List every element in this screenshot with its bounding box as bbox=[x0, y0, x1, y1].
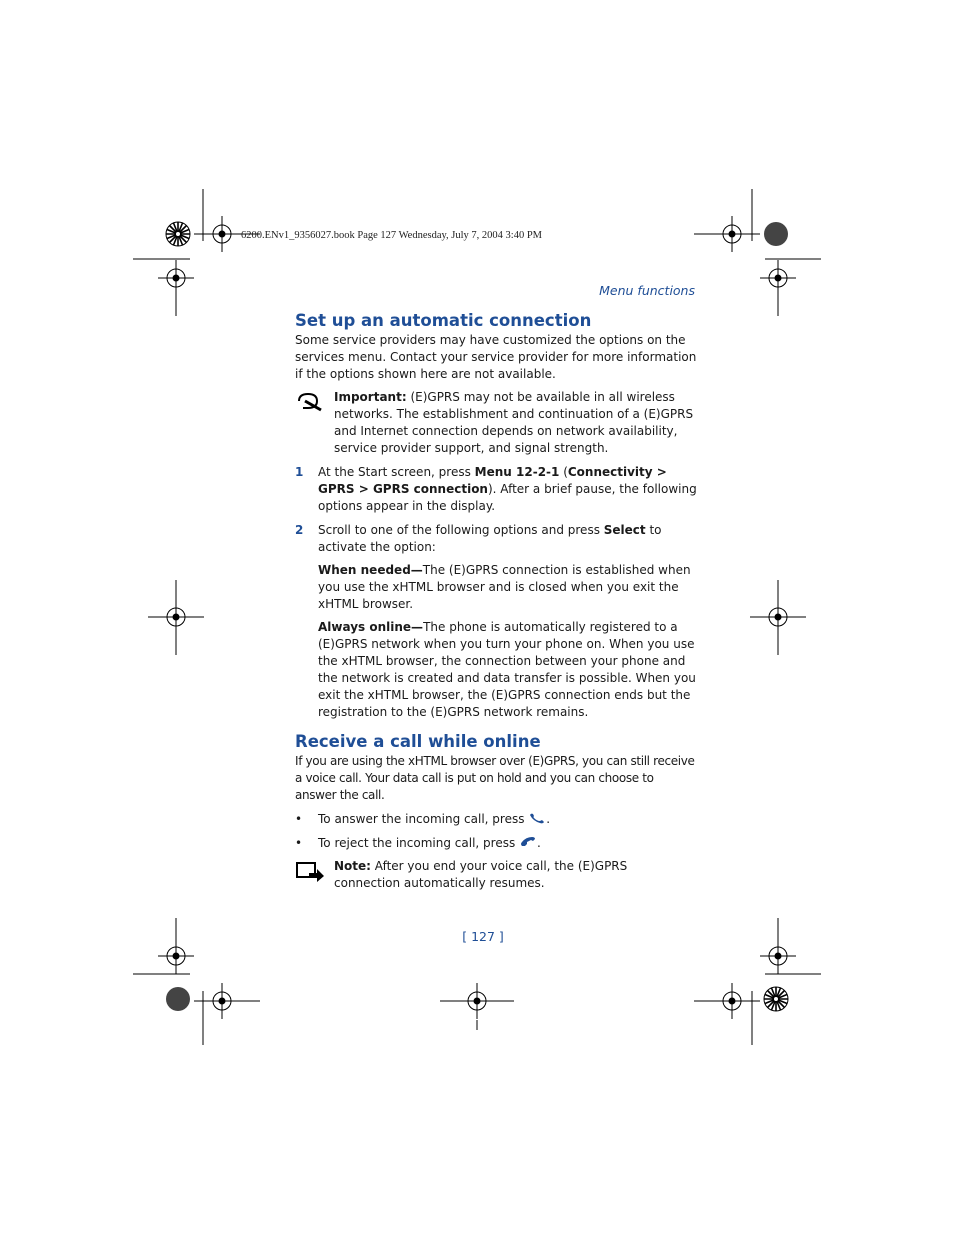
important-icon bbox=[295, 391, 325, 413]
bullet-reject: • To reject the incoming call, press . bbox=[295, 836, 541, 850]
step-number: 2 bbox=[295, 523, 304, 537]
note-text: After you end your voice call, the (E)GPRS connection automatically resumes. bbox=[334, 859, 628, 890]
bullet-answer: • To answer the incoming call, press . bbox=[295, 812, 551, 826]
important-label: Important: bbox=[334, 390, 407, 404]
important-text: (E)GPRS may not be available in all wireless networks. The establishment and continuation of a (E)GPRS and Internet connection depends on network availability, service provider support, and signal strength. bbox=[334, 390, 694, 455]
step-2: 2 Scroll to one of the following options and press Select to activate the option: bbox=[295, 523, 662, 554]
section-intro: If you are using the xHTML browser over (E)GPRS, you can still receive a voice call. Your data call is put on hold and you can choose to answer the call. bbox=[295, 754, 695, 802]
note-label: Note: bbox=[334, 859, 371, 873]
section-intro: Some service providers may have customized the options on the services menu. Contact your service provider for more information if the options shown here are not available. bbox=[295, 333, 697, 381]
note-callout bbox=[295, 858, 697, 892]
note-icon bbox=[295, 860, 325, 882]
step-1: 1 At the Start screen, press Menu 12-2-1 (Connectivity > GPRS > GPRS connection). After a brief pause, the following options appear in the display. bbox=[295, 465, 697, 513]
option-when-needed: When needed—The (E)GPRS connection is established when you use the xHTML browser and is closed when you exit the xHTML browser. bbox=[318, 563, 691, 611]
call-key-icon bbox=[528, 812, 546, 824]
running-header: Menu functions bbox=[599, 283, 695, 298]
step-number: 1 bbox=[295, 465, 304, 479]
print-header: 6200.ENv1_9356027.book Page 127 Wednesday, July 7, 2004 3:40 PM bbox=[241, 230, 543, 241]
important-callout bbox=[295, 389, 697, 457]
page-number: [ 127 ] bbox=[462, 929, 504, 944]
end-key-icon bbox=[519, 836, 537, 848]
section-title-receive-call: Receive a call while online bbox=[295, 732, 541, 751]
option-always-online: Always online—The phone is automatically registered to a (E)GPRS network when you turn your phone on. When you use the xHTML browser, the connection between your phone and the network is created and data transfer is possible. When you exit the xHTML browser, the (E)GPRS connection ends but the registration to the (E)GPRS network remains. bbox=[318, 620, 696, 719]
section-title-automatic-connection: Set up an automatic connection bbox=[295, 311, 592, 330]
page-content bbox=[295, 310, 697, 892]
